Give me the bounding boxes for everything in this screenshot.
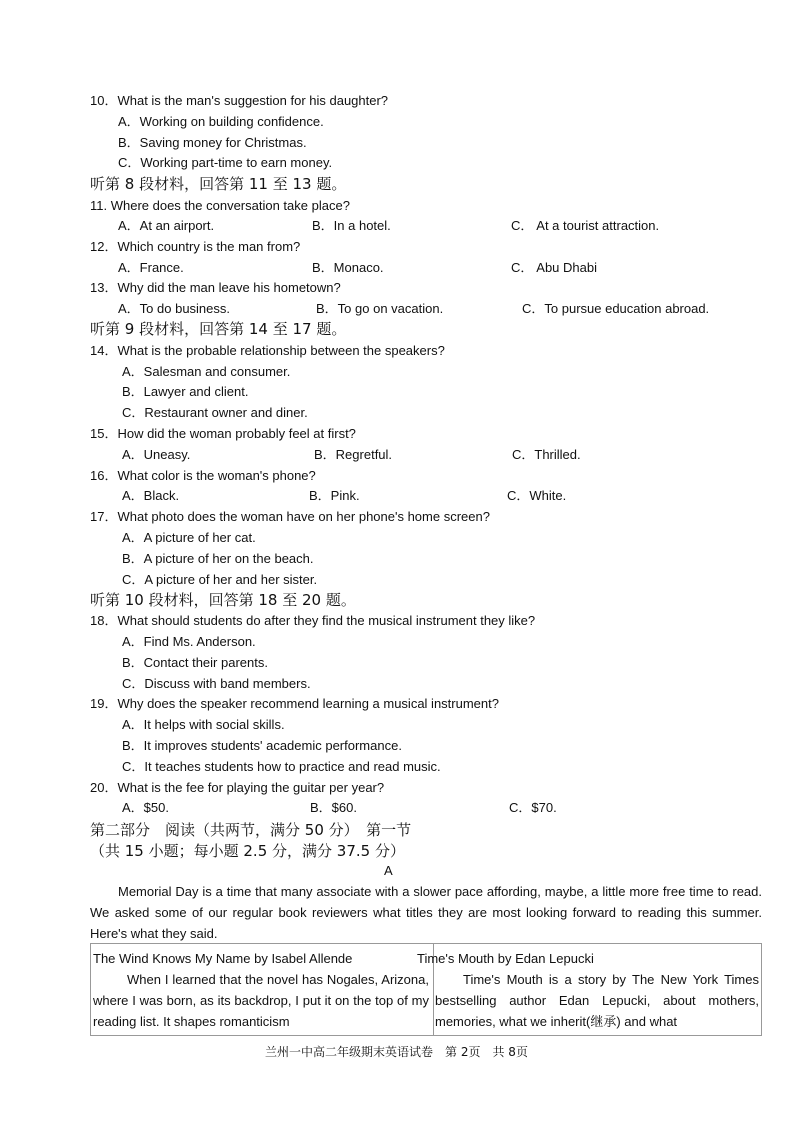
section-10-heading: 听第 10 段材料，回答第 18 至 20 题。 (90, 591, 356, 609)
question-14-option-c: C．Restaurant owner and diner. (122, 405, 308, 420)
question-13-option-b: B．To go on vacation. (316, 301, 444, 316)
question-18-option-b: B．Contact their parents. (122, 655, 268, 670)
question-14-option-b: B．Lawyer and client. (122, 384, 249, 399)
page-footer: 兰州一中高二年级期末英语试卷 第 2页 共 8页 (265, 1045, 528, 1059)
question-19-stem: 19．Why does the speaker recommend learning a musical instrument? (90, 696, 499, 711)
question-10-option-c: C．Working part-time to earn money. (118, 155, 333, 170)
question-11-stem: 11. Where does the conversation take place? (90, 198, 350, 213)
section-8-heading: 听第 8 段材料，回答第 11 至 13 题。 (90, 175, 347, 193)
table-right-cell (417, 948, 759, 1032)
question-17-option-c: C．A picture of her and her sister. (122, 572, 318, 587)
question-16-option-c: C．White. (507, 488, 567, 503)
question-16-stem: 16．What color is the woman's phone? (90, 468, 316, 483)
question-17-option-b: B．A picture of her on the beach. (122, 551, 314, 566)
question-20-option-c: C．$70. (509, 800, 557, 815)
question-17-stem: 17．What photo does the woman have on her phone's home screen? (90, 509, 490, 524)
question-11-option-b: B．In a hotel. (312, 218, 391, 233)
book-table (90, 943, 762, 1036)
question-19-option-a: A．It helps with social skills. (122, 717, 285, 732)
question-20-option-a: A．$50. (122, 800, 169, 815)
question-16-option-b: B．Pink. (309, 488, 360, 503)
question-20-option-b: B．$60. (310, 800, 357, 815)
question-11-option-c: C． At a tourist attraction. (511, 218, 660, 233)
part-2-subheading: （共 15 小题；每小题 2.5 分，满分 37.5 分） (90, 842, 405, 860)
right-book-text: Time's Mouth is a story by The New York Times bestselling author Edan Lepucki, about mothers, memories, what we inherit(继承) and what (435, 972, 759, 1029)
question-10-stem: 10．What is the man's suggestion for his daughter? (90, 93, 389, 108)
question-14-stem: 14．What is the probable relationship between the speakers? (90, 343, 445, 358)
question-18-option-c: C．Discuss with band members. (122, 676, 311, 691)
question-17-option-a: A．A picture of her cat. (122, 530, 256, 545)
question-11-option-a: A．At an airport. (118, 218, 215, 233)
part-2-heading: 第二部分 阅读（共两节，满分 50 分） 第一节 (90, 821, 412, 839)
question-15-option-c: C．Thrilled. (512, 447, 581, 462)
question-12-stem: 12．Which country is the man from? (90, 239, 301, 254)
question-10-option-a: A．Working on building confidence. (118, 114, 324, 129)
question-15-option-a: A．Uneasy. (122, 447, 191, 462)
right-book-title: Time's Mouth by Edan Lepucki (417, 951, 594, 966)
question-10-option-b: B．Saving money for Christmas. (118, 135, 307, 150)
question-16-option-a: A．Black. (122, 488, 180, 503)
question-14-option-a: A．Salesman and consumer. (122, 364, 291, 379)
left-book-text: When I learned that the novel has Nogales, Arizona, where I was born, as its backdrop, I put it on the top of my reading list. It shapes romanticism (93, 972, 429, 1029)
question-13-option-c: C．To pursue education abroad. (522, 301, 710, 316)
question-15-option-b: B．Regretful. (314, 447, 393, 462)
passage-paragraph: Memorial Day is a time that many associate with a slower pace affording, maybe, a little more free time to read. We asked some of our regular book reviewers what titles they are most looking forward to reading this summer. Here's what they said. (90, 884, 762, 941)
question-12-option-b: B．Monaco. (312, 260, 384, 275)
question-13-stem: 13．Why did the man leave his hometown? (90, 280, 341, 295)
question-13-option-a: A．To do business. (118, 301, 231, 316)
table-left-cell (93, 948, 429, 1032)
question-18-option-a: A．Find Ms. Anderson. (122, 634, 256, 649)
passage-letter: A (384, 863, 393, 878)
question-19-option-b: B．It improves students' academic performance. (122, 738, 402, 753)
question-20-stem: 20．What is the fee for playing the guitar per year? (90, 780, 385, 795)
question-12-option-a: A．France. (118, 260, 184, 275)
question-19-option-c: C．It teaches students how to practice and read music. (122, 759, 441, 774)
question-12-option-c: C． Abu Dhabi (511, 260, 597, 275)
section-9-heading: 听第 9 段材料，回答第 14 至 17 题。 (90, 320, 347, 338)
left-book-title: The Wind Knows My Name by Isabel Allende (93, 951, 353, 966)
question-15-stem: 15．How did the woman probably feel at first? (90, 426, 356, 441)
question-18-stem: 18．What should students do after they find the musical instrument they like? (90, 613, 536, 628)
